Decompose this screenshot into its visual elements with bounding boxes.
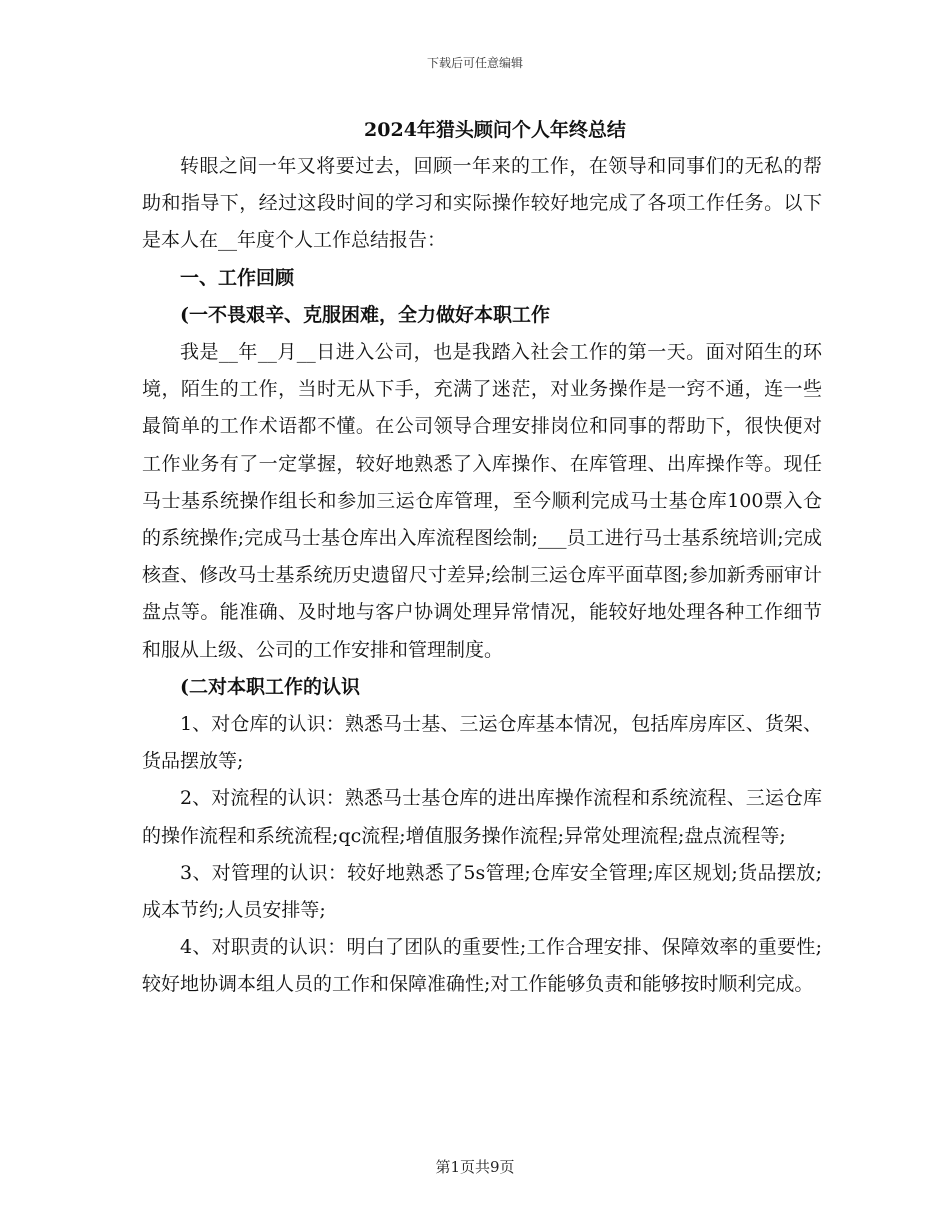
list-item-management: 3、对管理的认识：较好地熟悉了5s管理;仓库安全管理;库区规划;货品摆放;成本节约;人员安排等; <box>142 861 822 922</box>
body-paragraph-experience: 我是__年__月__日进入公司，也是我踏入社会工作的第一天。面对陌生的环境，陌生的工作，当时无从下手，充满了迷茫，对业务操作是一窍不通，连一些最简单的工作术语都不懂。在公司领导合理安排岗位和同事的帮助下，很快便对工作业务有了一定掌握，较好地熟悉了入库操作、在库管理、出库操作等。现任马士基系统操作组长和参加三运仓库管理，至今顺利完成马士基仓库100票入仓的系统操作;完成马士基仓库出入库流程图绘制;___员工进行马士基系统培训;完成核查、修改马士基系统历史遗留尺寸差异;绘制三运仓库平面草图;参加新秀丽审计盘点等。能准确、及时地与客户协调处理异常情况，能较好地处理各种工作细节和服从上级、公司的工作安排和管理制度。 <box>142 341 822 661</box>
section-heading-work-review: 一、工作回顾 <box>180 266 295 289</box>
header-note: 下载后可任意编辑 <box>426 56 523 70</box>
list-item-responsibility: 4、对职责的认识：明白了团队的重要性;工作合理安排、保障效率的重要性;较好地协调本组人员的工作和保障准确性;对工作能够负责和能够按时顺利完成。 <box>142 936 822 996</box>
list-item-process: 2、对流程的认识：熟悉马士基仓库的进出库操作流程和系统流程、三运仓库的操作流程和系统流程;qc流程;增值服务操作流程;异常处理流程;盘点流程等; <box>142 787 822 847</box>
document-title: 2024年猎头顾问个人年终总结 <box>364 119 626 141</box>
document-body <box>142 148 822 1004</box>
subsection-heading-1: (一不畏艰辛、克服困难，全力做好本职工作 <box>180 303 550 326</box>
list-item-warehouse: 1、对仓库的认识：熟悉马士基、三运仓库基本情况，包括库房库区、货架、货品摆放等; <box>142 713 822 773</box>
subsection-heading-2: (二对本职工作的认识 <box>180 675 360 698</box>
intro-paragraph: 转眼之间一年又将要过去，回顾一年来的工作，在领导和同事们的无私的帮助和指导下，经过这段时间的学习和实际操作较好地完成了各项工作任务。以下是本人在__年度个人工作总结报告： <box>142 155 822 252</box>
page-number: 第1页共9页 <box>435 1158 515 1176</box>
